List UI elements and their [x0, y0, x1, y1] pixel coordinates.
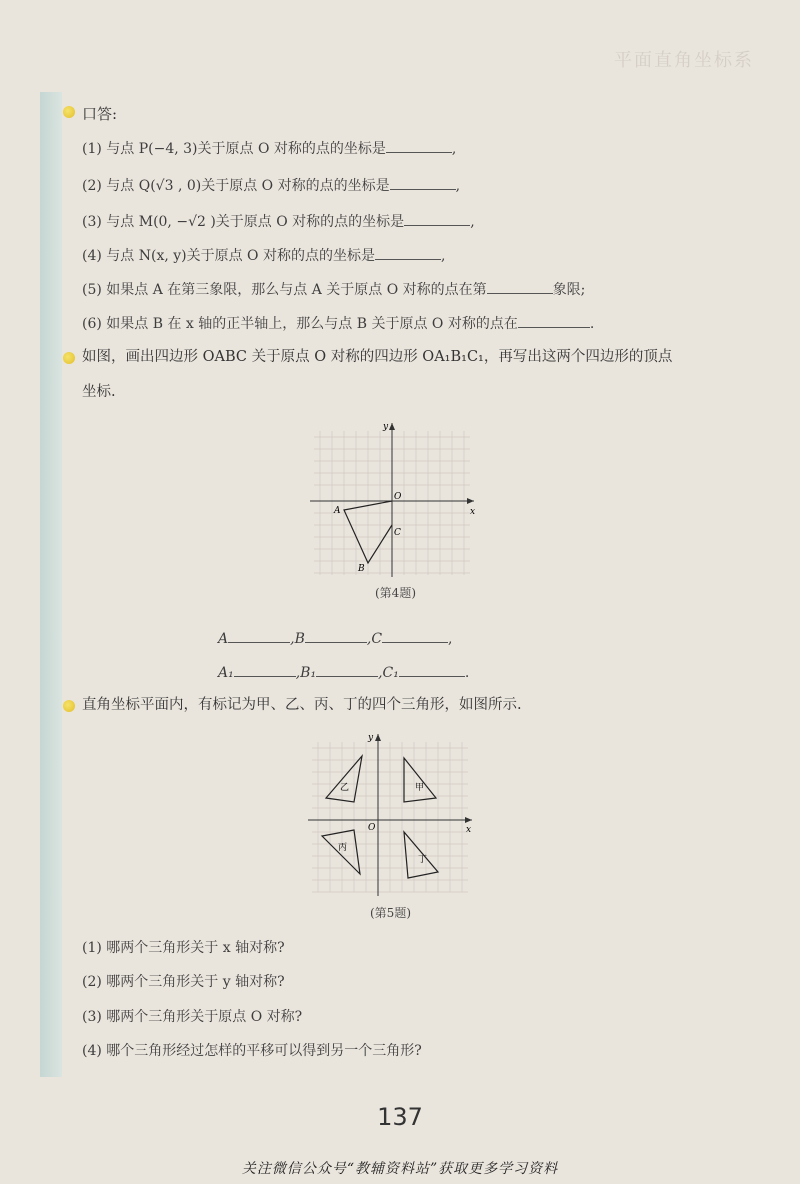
- q3-item-6: (6) 如果点 B 在 x 轴的正半轴上，那么与点 B 关于原点 O 对称的点在 .: [82, 313, 594, 333]
- q4-answers-row2: A₁ ,B₁ ,C₁ .: [218, 662, 469, 681]
- arrowhead-icon: [389, 423, 395, 430]
- arrowhead-icon: [467, 498, 474, 504]
- answer-blank[interactable]: [382, 628, 448, 643]
- q5-origin-label: O: [368, 823, 376, 833]
- q3-item-5: (5) 如果点 A 在第三象限，那么与点 A 关于原点 O 对称的点在第 象限;: [82, 279, 585, 299]
- answer-blank[interactable]: [375, 245, 441, 260]
- q4-text-line2: 坐标.: [82, 384, 116, 400]
- q5-figure: [298, 726, 482, 898]
- q4-answers-row1: A ,B ,C ,: [218, 628, 453, 647]
- answer-blank[interactable]: [487, 279, 553, 294]
- answer-blank[interactable]: [390, 175, 456, 190]
- q4-caption: (第4题): [375, 586, 416, 600]
- q4-figure: [300, 415, 500, 580]
- answer-blank[interactable]: [386, 138, 452, 153]
- q5-triangle-yi: [326, 756, 362, 802]
- q5-text: 直角坐标平面内，有标记为甲、乙、丙、丁的四个三角形，如图所示.: [82, 697, 522, 713]
- answer-blank[interactable]: [399, 662, 465, 677]
- q5-question-4: (4) 哪个三角形经过怎样的平移可以得到另一个三角形?: [82, 1043, 422, 1059]
- q4-x-label: x: [470, 507, 476, 517]
- sidebar-band: [40, 92, 62, 1077]
- q4-point-A-label: A: [334, 506, 341, 516]
- q5-triangle-jia-label: 甲: [415, 783, 425, 793]
- q5-triangle-jia: [404, 758, 436, 802]
- q4-bullet-icon: [63, 352, 75, 364]
- q5-triangle-bing-label: 丙: [338, 843, 348, 853]
- q5-x-label: x: [466, 825, 472, 835]
- answer-blank[interactable]: [404, 211, 470, 226]
- q3-item-4: (4) 与点 N(x, y)关于原点 O 对称的点的坐标是 ,: [82, 245, 445, 265]
- q4-point-C-label: C: [394, 528, 401, 538]
- q3-heading: 口答:: [82, 105, 118, 123]
- answer-blank[interactable]: [316, 662, 378, 677]
- q4-y-label: y: [383, 422, 389, 432]
- q5-caption: (第5题): [370, 906, 411, 920]
- q5-question-3: (3) 哪两个三角形关于原点 O 对称?: [82, 1009, 303, 1025]
- arrowhead-icon: [465, 817, 472, 823]
- header-title: 平面直角坐标系: [614, 50, 754, 71]
- q5-triangle-ding-label: 丁: [418, 855, 428, 865]
- q4-origin-label: O: [394, 492, 402, 502]
- q5-bullet-icon: [63, 700, 75, 712]
- q5-y-label: y: [368, 733, 374, 743]
- answer-blank[interactable]: [228, 628, 290, 643]
- q5-question-1: (1) 哪两个三角形关于 x 轴对称?: [82, 940, 285, 956]
- arrowhead-icon: [375, 734, 381, 741]
- answer-blank[interactable]: [234, 662, 296, 677]
- q4-text-line1: 如图，画出四边形 OABC 关于原点 O 对称的四边形 OA₁B₁C₁，再写出这两个四边形的顶点: [82, 349, 673, 365]
- answer-blank[interactable]: [305, 628, 367, 643]
- q5-triangle-yi-label: 乙: [340, 783, 350, 793]
- page-number: 137: [377, 1103, 423, 1131]
- q3-item-1: (1) 与点 P(−4, 3)关于原点 O 对称的点的坐标是 ,: [82, 138, 456, 158]
- q3-item-2: (2) 与点 Q(√3 , 0)关于原点 O 对称的点的坐标是 ,: [82, 175, 460, 195]
- q3-item-3: (3) 与点 M(0, −√2 )关于原点 O 对称的点的坐标是 ,: [82, 211, 475, 231]
- q5-question-2: (2) 哪两个三角形关于 y 轴对称?: [82, 974, 285, 990]
- q4-point-B-label: B: [358, 564, 365, 574]
- q5-grid: [312, 742, 468, 892]
- answer-blank[interactable]: [518, 313, 590, 328]
- footer-note: 关注微信公众号“教辅资料站”获取更多学习资料: [241, 1161, 559, 1177]
- q3-bullet-icon: [63, 106, 75, 118]
